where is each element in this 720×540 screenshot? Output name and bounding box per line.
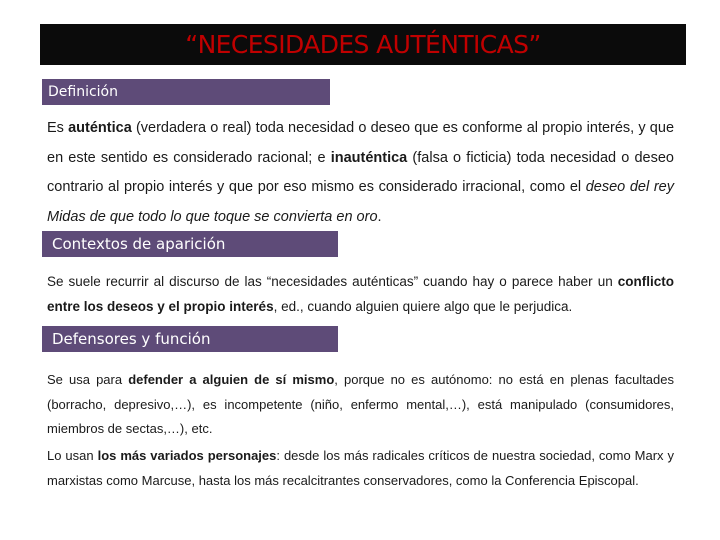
bold-text: defender a alguien de sí mismo bbox=[128, 372, 335, 387]
text-run: Es bbox=[47, 120, 69, 136]
slide-title: “NECESIDADES AUTÉNTICAS” bbox=[185, 30, 541, 59]
paragraph-defensores-personajes bbox=[47, 444, 674, 493]
bold-text: inauténtica bbox=[330, 149, 408, 166]
bold-text: los más variados personajes bbox=[97, 448, 277, 463]
text-run: Se usa para bbox=[47, 372, 129, 387]
text-run: (verdadera o real) toda necesidad o deseo que es conforme al propio interés, y que en este sentido es considerado racional; e bbox=[47, 120, 675, 166]
section-header-label: Defensores y función bbox=[52, 330, 211, 348]
text-run: : desde los más radicales críticos de nuestra sociedad, como Marx y marxistas como Marcuse, hasta los más recalcitrantes conservadores, como la Conferencia Episcopal. bbox=[47, 448, 674, 488]
section-header-defensores bbox=[42, 326, 338, 352]
text-run: Lo usan bbox=[47, 448, 98, 463]
section-header-contextos bbox=[42, 231, 338, 257]
text-run: Se suele recurrir al discurso de las “necesidades auténticas” cuando hay o parece haber un bbox=[47, 274, 618, 289]
text-run: , ed., cuando alguien quiere algo que le perjudica. bbox=[273, 299, 573, 314]
bold-text: conflicto entre los deseos y el propio interés bbox=[47, 274, 674, 314]
text-run: . bbox=[377, 208, 382, 225]
italic-text: deseo del rey Midas de que todo lo que toque se convierta en oro bbox=[47, 179, 674, 225]
section-header-label: Contextos de aparición bbox=[52, 235, 226, 253]
paragraph-contextos bbox=[47, 269, 674, 319]
section-header-label: Definición bbox=[48, 84, 118, 100]
bold-text: auténtica bbox=[68, 120, 132, 136]
text-run: , porque no es autónomo: no está en plenas facultades (borracho, depresivo,…), es incompetente (niño, enfermo mental,…), está manipulado (consumidores, miembros de sectas,…), etc. bbox=[47, 372, 674, 436]
paragraph-definicion bbox=[47, 114, 674, 232]
title-bar bbox=[40, 24, 686, 65]
paragraph-defensores-funcion bbox=[47, 368, 674, 442]
section-header-definicion bbox=[42, 79, 330, 105]
text-run: (falsa o ficticia) toda necesidad o deseo contrario al propio interés y que por eso mismo es considerado irracional, como el bbox=[47, 149, 675, 195]
